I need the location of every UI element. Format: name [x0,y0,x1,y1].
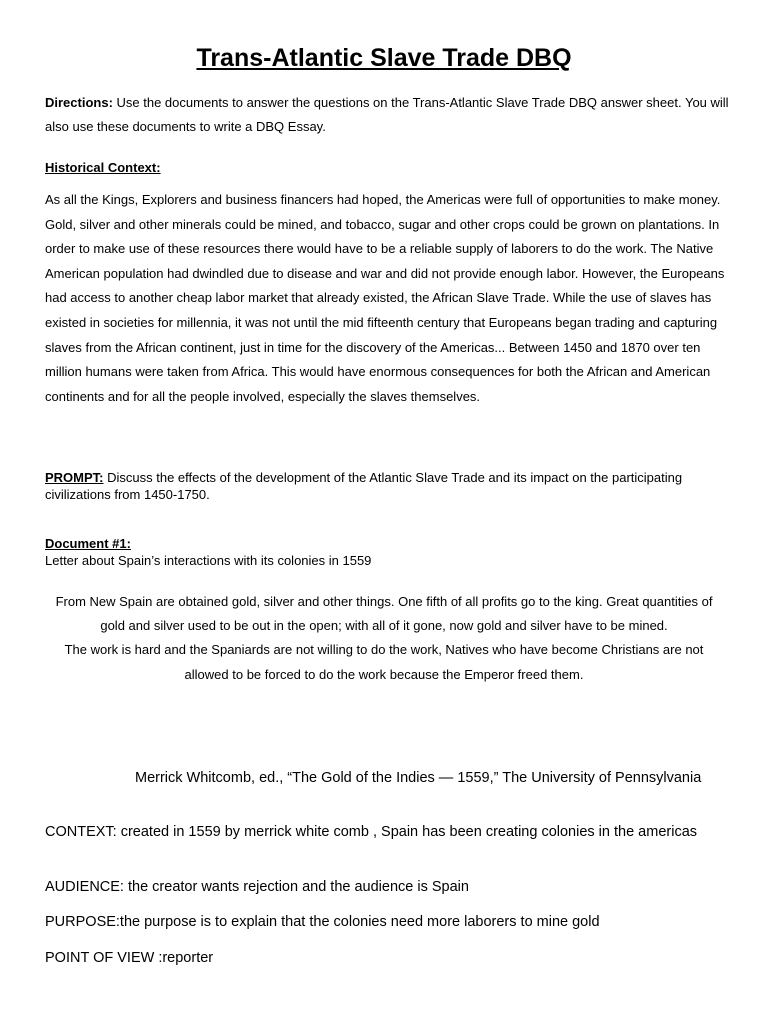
quote-paragraph-1: From New Spain are obtained gold, silver and other things. One fifth of all profits go to the king. Great quantities of gold and silver used to be out in the open; with all of it gone, now gold and silver have to be mined. [55,594,713,634]
document-1-subtitle: Letter about Spain’s interactions with its colonies in 1559 [45,553,372,568]
directions [45,91,745,139]
document-1-citation: Merrick Whitcomb, ed., “The Gold of the Indies — 1559,” The University of Pennsylvania [135,770,702,786]
analysis-purpose: PURPOSE:the purpose is to explain that the colonies need more laborers to mine gold [45,914,600,930]
historical-context-heading: Historical Context: [45,160,161,175]
document-1-heading: Document #1: [45,536,131,551]
document-1-header [45,535,371,569]
page-title: Trans-Atlantic Slave Trade DBQ [196,44,572,72]
prompt [45,469,725,503]
quote-paragraph-2: The work is hard and the Spaniards are not willing to do the work, Natives who have become Christians are not allowed to be forced to do the work because the Emperor freed them. [64,642,704,682]
analysis-point-of-view: POINT OF VIEW :reporter [45,950,214,966]
document-1-quote [50,590,718,687]
prompt-text: Discuss the effects of the development of the Atlantic Slave Trade and its impact on the participating civilizations from 1450-1750. [45,470,683,502]
directions-label: Directions: [45,95,113,110]
analysis-context: CONTEXT: created in 1559 by merrick white comb , Spain has been creating colonies in the americas [45,824,698,840]
historical-context-body: As all the Kings, Explorers and business financers had hoped, the Americas were full of opportunities to make money. Gold, silver and other minerals could be mined, and tobacco, sugar and other crops could be grown on plantations. In order to make use of these resources there would have to be a reliable supply of laborers to do the work. The Native American population had dwindled due to disease and war and did not provide enough labor. However, the Europeans had access to another cheap labor market that already existed, the African Slave Trade. While the use of slaves has existed in societies for millennia, it was not until the mid fifteenth century that Europeans began trading and capturing slaves from the African continent, just in time for the discovery of the Americas... Between 1450 and 1870 over ten million humans were taken from Africa. This would have enormous consequences for both the African and American continents and for all the people involved, especially the slaves themselves. [45,192,725,404]
directions-text: Use the documents to answer the questions on the Trans-Atlantic Slave Trade DBQ answer sheet. You will also use these documents to write a DBQ Essay. [45,95,729,134]
prompt-label: PROMPT: [45,470,104,485]
analysis-audience: AUDIENCE: the creator wants rejection and the audience is Spain [45,879,469,895]
